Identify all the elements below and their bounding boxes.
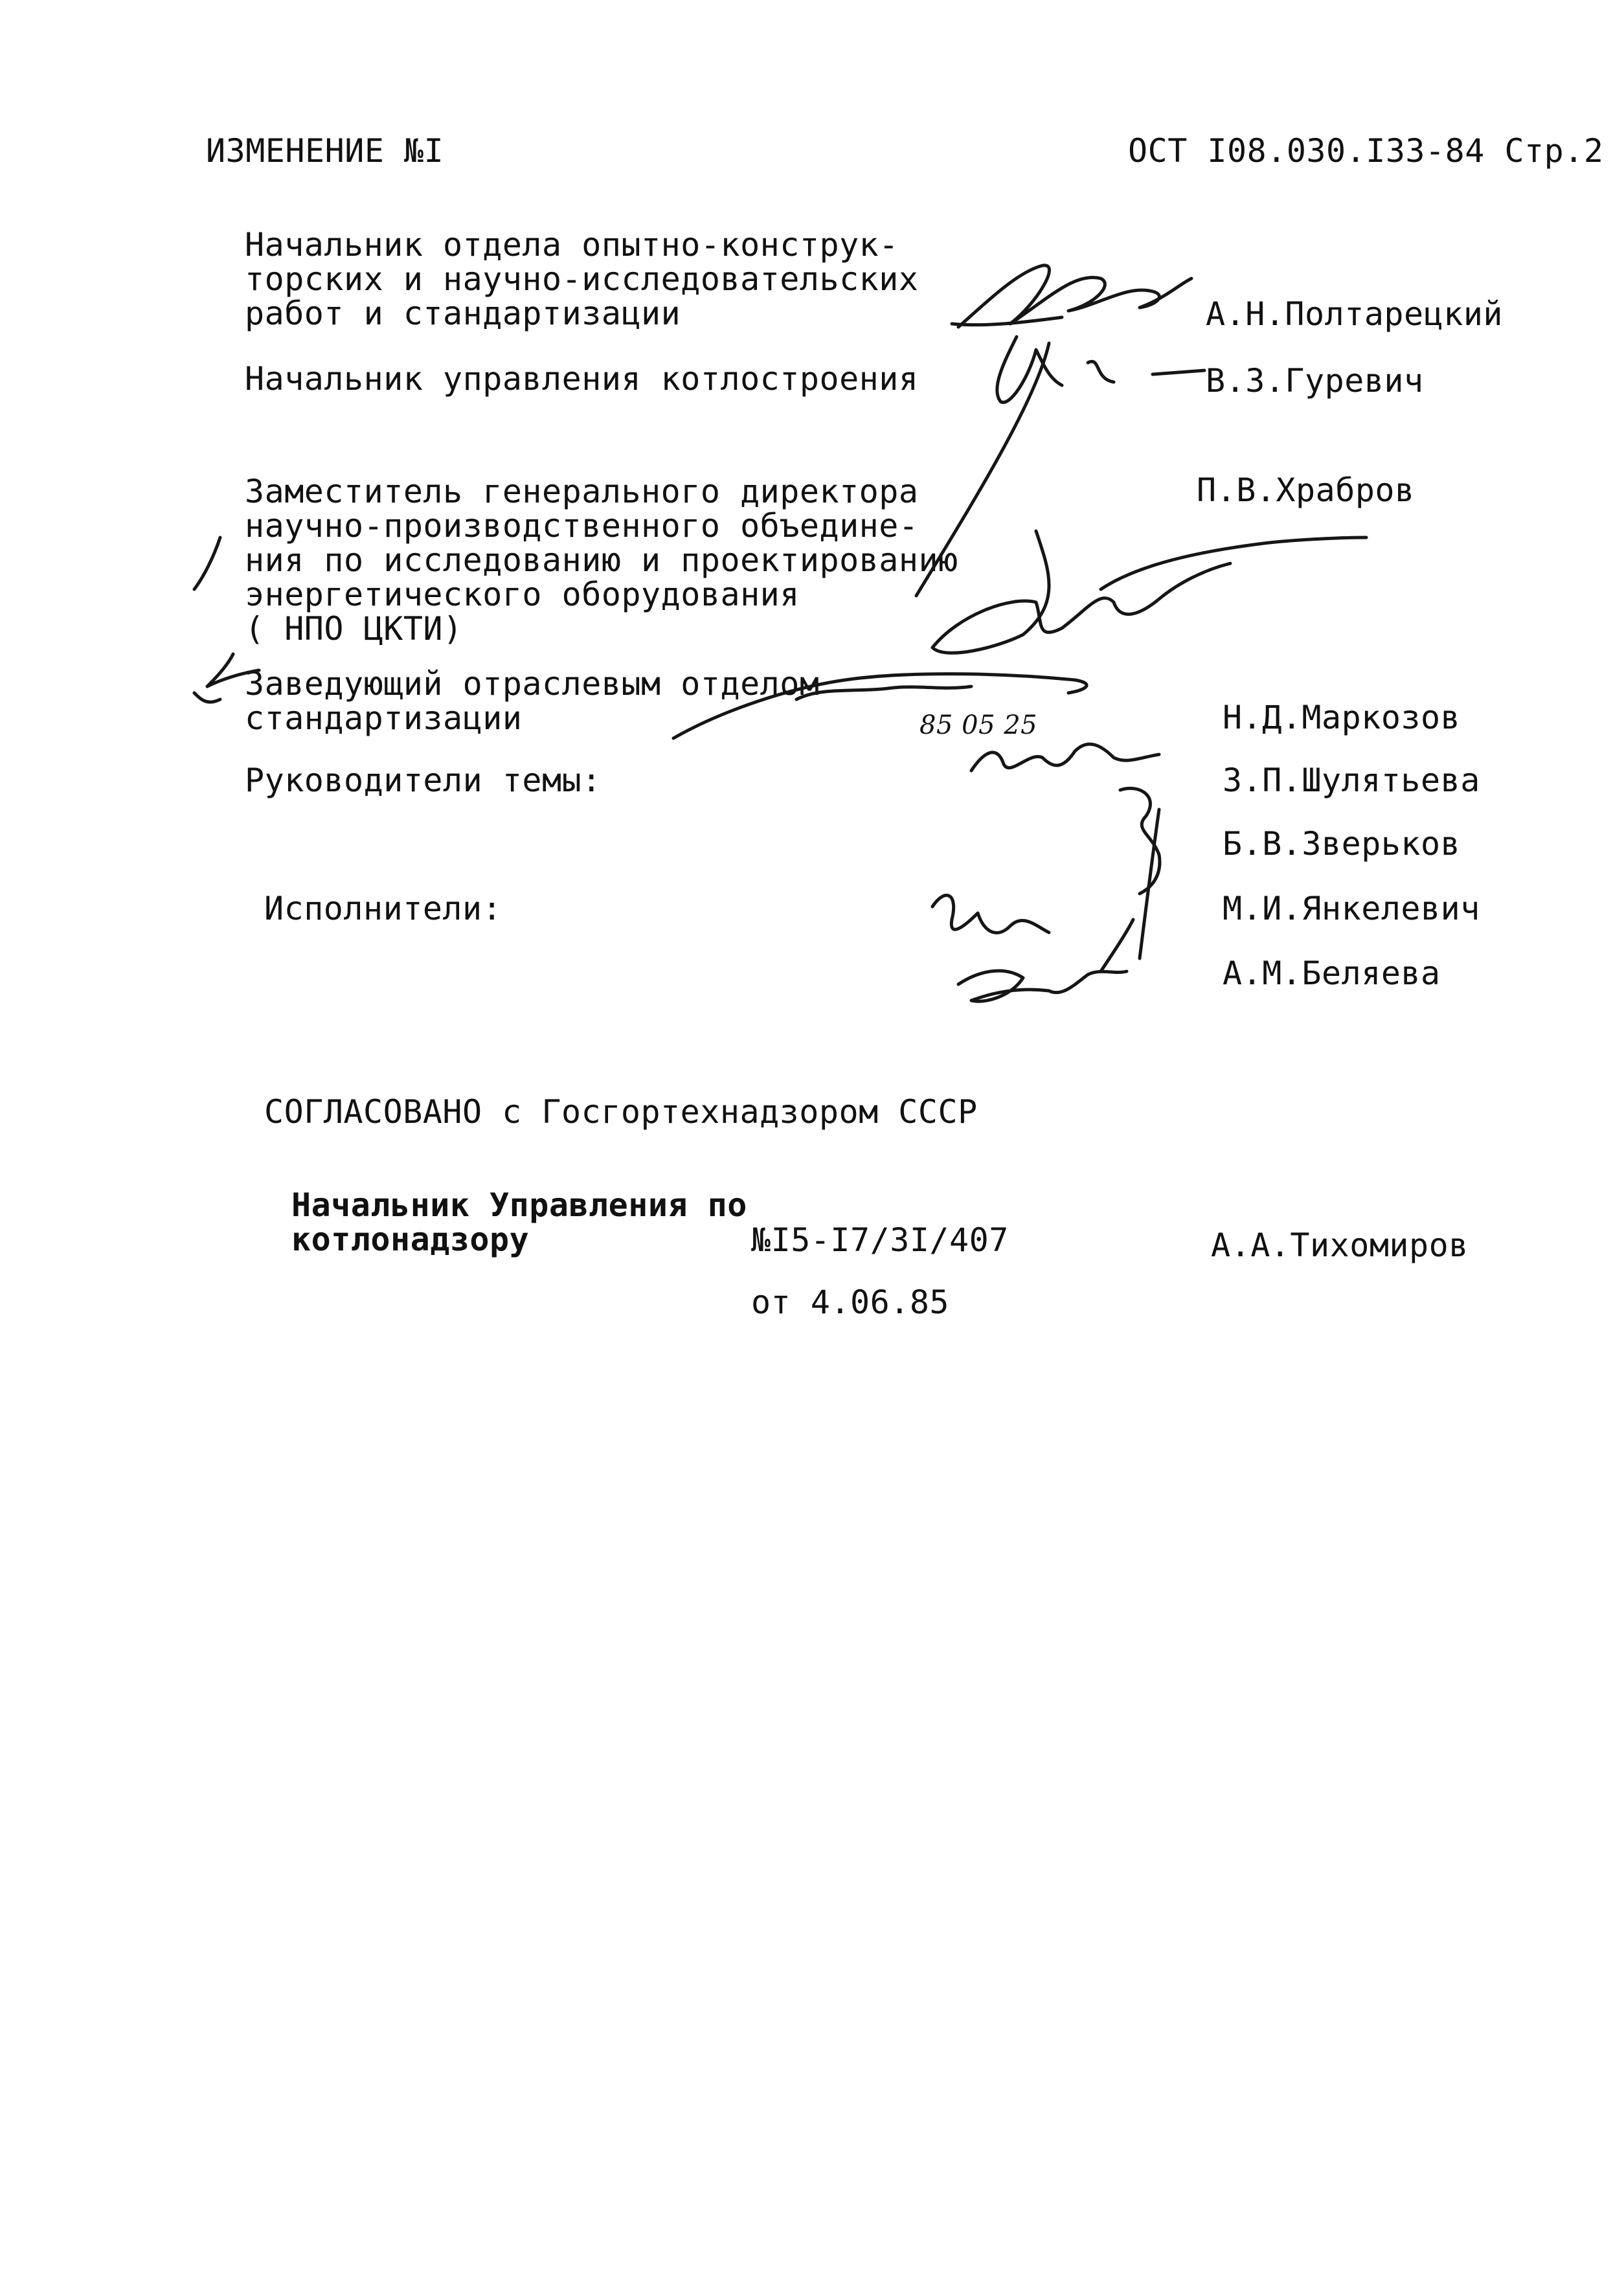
signature-gurevich xyxy=(997,337,1062,402)
executor-name: А.М.Беляева xyxy=(1223,955,1441,992)
change-number: ИЗМЕНЕНИЕ №I xyxy=(206,132,444,170)
signature-zverkov xyxy=(1120,788,1160,894)
theme-leaders-label: Руководители темы: xyxy=(245,762,602,799)
approval-number: №I5-I7/3I/407 xyxy=(751,1221,1009,1259)
signatory-name: А.Н.Полтарецкий xyxy=(1206,295,1504,333)
signatory-name: В.З.Гуревич xyxy=(1206,362,1424,400)
approval-heading: СОГЛАСОВАНО с Госгортехнадзором СССР xyxy=(264,1093,978,1131)
signature-shulyatyeva xyxy=(971,744,1159,771)
signatory-name: П.В.Храбров xyxy=(1197,471,1415,509)
signatory-position: Заместитель генерального директора научно-производственного объедине- ния по исследованию и проектированию энергетического оборудования ( НПО ЦКТИ) xyxy=(245,473,958,648)
signatory-position: Начальник отдела опытно-конструк- торских и научно-исследовательских работ и стандартизации xyxy=(245,226,919,332)
signatory-position: Начальник управления котлостроения xyxy=(245,360,919,398)
signature-poltaretsky xyxy=(958,266,1191,327)
signature-khrabrov xyxy=(932,531,1230,653)
theme-leader-name: З.П.Шулятьева xyxy=(1223,762,1480,799)
executor-name: М.И.Янкелевич xyxy=(1223,890,1480,927)
approval-name: А.А.Тихомиров xyxy=(1211,1227,1469,1264)
signatory-position: Заведующий отраслевым отделом стандартизации xyxy=(245,665,820,737)
standard-reference: ОСТ I08.030.I33-84 Стр.2 xyxy=(1128,132,1604,170)
approval-position: Начальник Управления по котлонадзору xyxy=(291,1186,747,1258)
signatory-name: Н.Д.Маркозов xyxy=(1223,699,1461,736)
executors-label: Исполнители: xyxy=(264,890,502,927)
theme-leader-name: Б.В.Зверьков xyxy=(1223,825,1461,863)
signature-belyaeva xyxy=(958,971,1127,1001)
approval-date: от 4.06.85 xyxy=(751,1283,950,1321)
handwritten-date: 85 05 25 xyxy=(919,710,1038,740)
signature-yankelevich xyxy=(932,896,1049,933)
